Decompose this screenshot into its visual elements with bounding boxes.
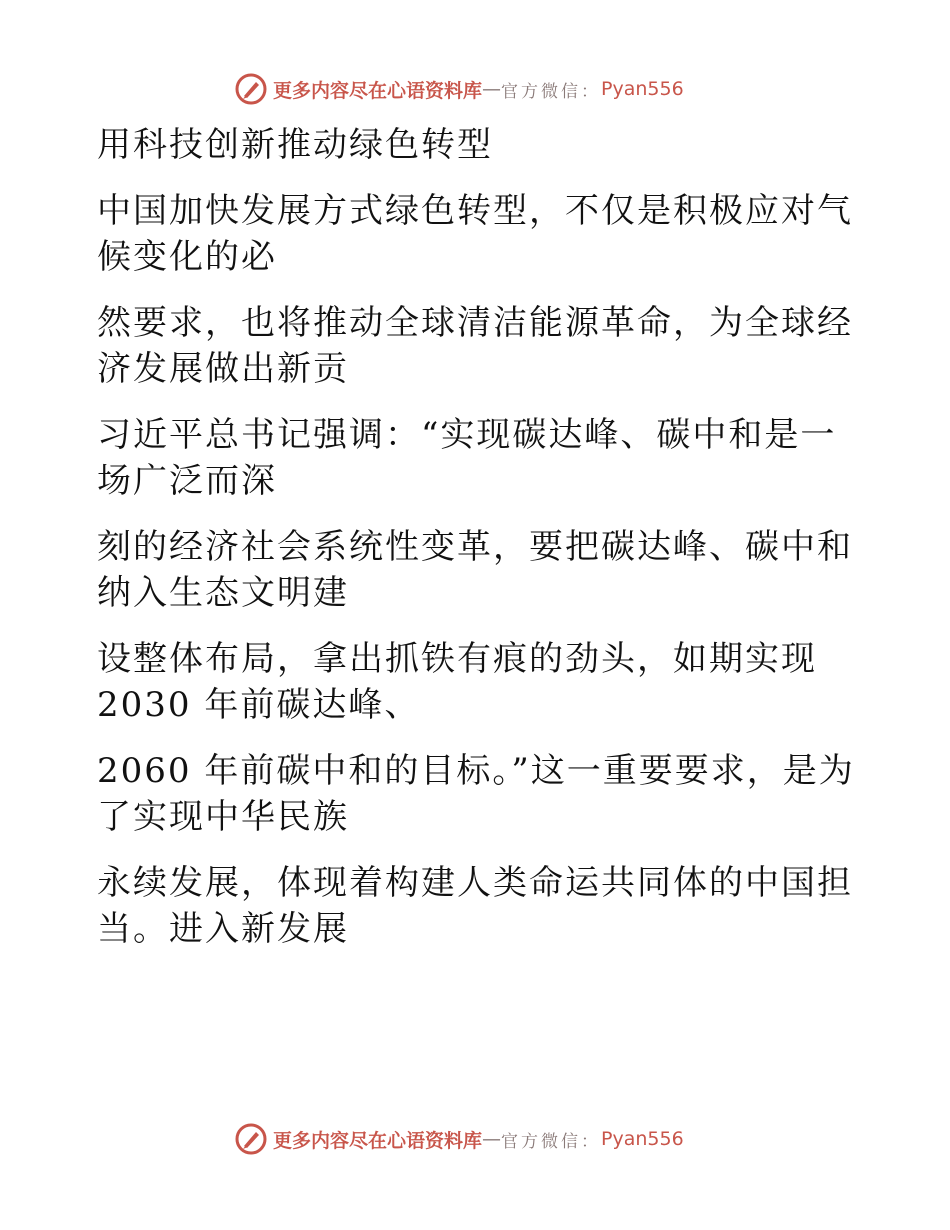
footer-wechat-id: Pyan556 [601,1128,684,1150]
paragraph-line: 刻的经济社会系统性变革，要把碳达峰、碳中和 [97,527,853,567]
paragraph-line: 中国加快发展方式绿色转型，不仅是积极应对气 [97,191,853,231]
paragraph-line: 永续发展，体现着构建人类命运共同体的中国担 [97,863,853,903]
paragraph-line: 场广泛而深 [97,461,277,501]
paragraph-line: 设整体布局，拿出抓铁有痕的劲头，如期实现 [97,639,817,679]
paragraph-line: 候变化的必 [97,237,277,277]
footer-brand-text: 更多内容尽在心语资料库 [273,1129,483,1152]
pen-nib-logo-icon [235,1123,267,1155]
paragraph-line: 2060 年前碳中和的目标。”这一重要要求，是为 [97,751,855,791]
header-wechat-label: 官方微信： [501,81,602,102]
footer-banner [235,1122,715,1156]
footer-wechat-label: 官方微信： [501,1131,602,1152]
document-body [97,122,857,952]
header-wechat-id: Pyan556 [601,78,684,100]
header-separator: — [482,78,502,100]
paragraph-line: 习近平总书记强调：“实现碳达峰、碳中和是一 [97,415,837,455]
paragraph-line: 当。进入新发展 [97,909,349,949]
header-brand-text: 更多内容尽在心语资料库 [273,79,483,102]
paragraph-line: 然要求，也将推动全球清洁能源革命，为全球经 [97,303,853,343]
paragraph-line: 济发展做出新贡 [97,349,349,389]
document-title: 用科技创新推动绿色转型 [97,125,493,165]
header-banner [235,72,715,106]
pen-nib-logo-icon [235,73,267,105]
footer-separator: — [482,1128,502,1150]
paragraph-line: 2030 年前碳达峰、 [97,685,421,725]
paragraph-line: 纳入生态文明建 [97,573,349,613]
paragraph-line: 了实现中华民族 [97,797,349,837]
